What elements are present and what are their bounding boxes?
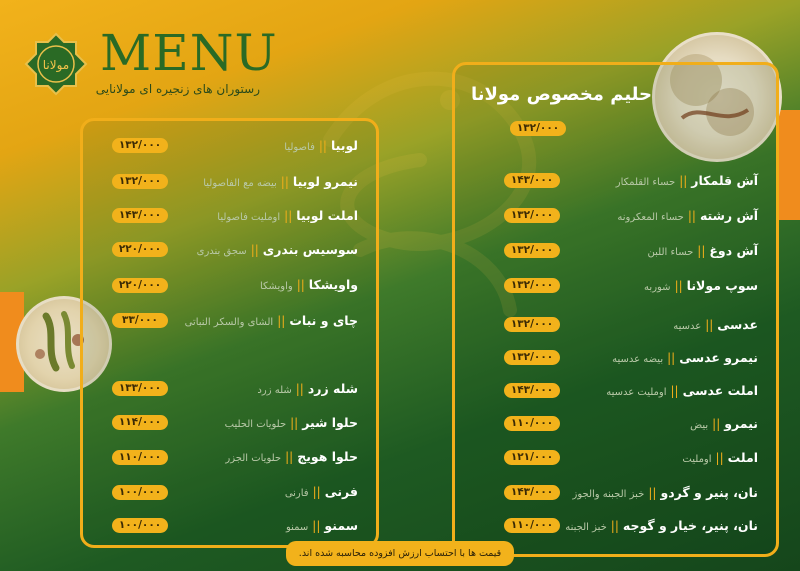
menu-item: املت لوبیا||اوملیت فاصولیا [217,208,358,223]
menu-item: املت||اوملیت [682,450,758,465]
menu-item: سوسیس بندری||سجق بندری [196,242,358,257]
menu-item-price: ۱۳۲/۰۰۰ [504,317,560,332]
menu-item: آش قلمکار||حساء القلمكار [615,173,758,188]
menu-item: آش دوغ||حساء اللبن [647,243,758,258]
vat-footer-note: قیمت ها با احتساب ارزش افزوده محاسبه شده اند. [286,541,514,566]
menu-item-price: ۲۲۰/۰۰۰ [112,278,168,293]
menu-item-price: ۱۳۳/۰۰۰ [112,381,168,396]
menu-item-price: ۱۳۲/۰۰۰ [112,174,168,189]
featured-item-name: حلیم مخصوص مولانا [470,84,652,105]
menu-item: واویشکا||واویشکا [259,277,358,292]
menu-item: نیمرو لوبیا||بیضه مع الفاصولیا [203,174,358,189]
restaurant-subtitle: رستوران های زنجیره ای مولانایی [95,82,260,96]
menu-item: حلوا هویج||حلویات الجزر [225,449,358,464]
menu-item-price: ۱۴۳/۰۰۰ [504,383,560,398]
menu-item: آش رشته||حساء المعكرونه [617,208,758,223]
menu-item-price: ۱۲۱/۰۰۰ [504,450,560,465]
menu-item: سمنو||سمنو [285,518,358,533]
menu-item: نان، پنیر، خیار و گوجه||خبز الجبنه [565,518,758,533]
logo-badge [24,32,88,96]
menu-item: شله زرد||شله زرد [257,381,358,396]
menu-item-price: ۱۴۳/۰۰۰ [112,208,168,223]
menu-item-price: ۱۳۲/۰۰۰ [504,278,560,293]
menu-item-price: ۲۲۰/۰۰۰ [112,242,168,257]
menu-item: لوبیا||فاصولیا [284,138,358,153]
menu-item: فرنی||فارنی [284,484,358,499]
menu-item: املت عدسی||اوملیت عدسیه [606,383,758,398]
menu-item-price: ۱۴۳/۰۰۰ [504,173,560,188]
menu-item: نیمرو||بیض [690,416,758,431]
menu-item-price: ۱۱۰/۰۰۰ [504,416,560,431]
menu-item: حلوا شیر||حلویات الحلیب [224,415,358,430]
menu-item: سوپ مولانا||شوربه [644,278,758,293]
page-title: MENU [100,24,278,82]
menu-item-price: ۱۰۰/۰۰۰ [112,518,168,533]
menu-item-price: ۱۴۳/۰۰۰ [504,485,560,500]
menu-item: عدسی||عدسیه [673,317,758,332]
logo-text: مولانا [42,58,70,72]
menu-item-price: ۱۳۲/۰۰۰ [504,208,560,223]
menu-item-price: ۱۳۲/۰۰۰ [504,350,560,365]
decor-orange-tab-right [776,110,800,220]
menu-item-price: ۱۱۰/۰۰۰ [504,518,560,533]
menu-item-price: ۱۳۲/۰۰۰ [504,243,560,258]
menu-item: چای و نبات||الشای والسکر النباتی [184,313,358,328]
menu-item-price: ۱۰۰/۰۰۰ [112,485,168,500]
menu-item-price: ۳۳/۰۰۰ [112,313,168,328]
menu-item-price: ۱۱۰/۰۰۰ [112,450,168,465]
menu-item-price: ۱۱۴/۰۰۰ [112,415,168,430]
menu-item: نیمرو عدسی||بیضه عدسیه [612,350,758,365]
featured-item-price: ۱۳۲/۰۰۰ [510,121,566,136]
menu-item-price: ۱۳۲/۰۰۰ [112,138,168,153]
menu-item: نان، پنیر و گردو||خبز الجبنه والجوز [572,485,758,500]
